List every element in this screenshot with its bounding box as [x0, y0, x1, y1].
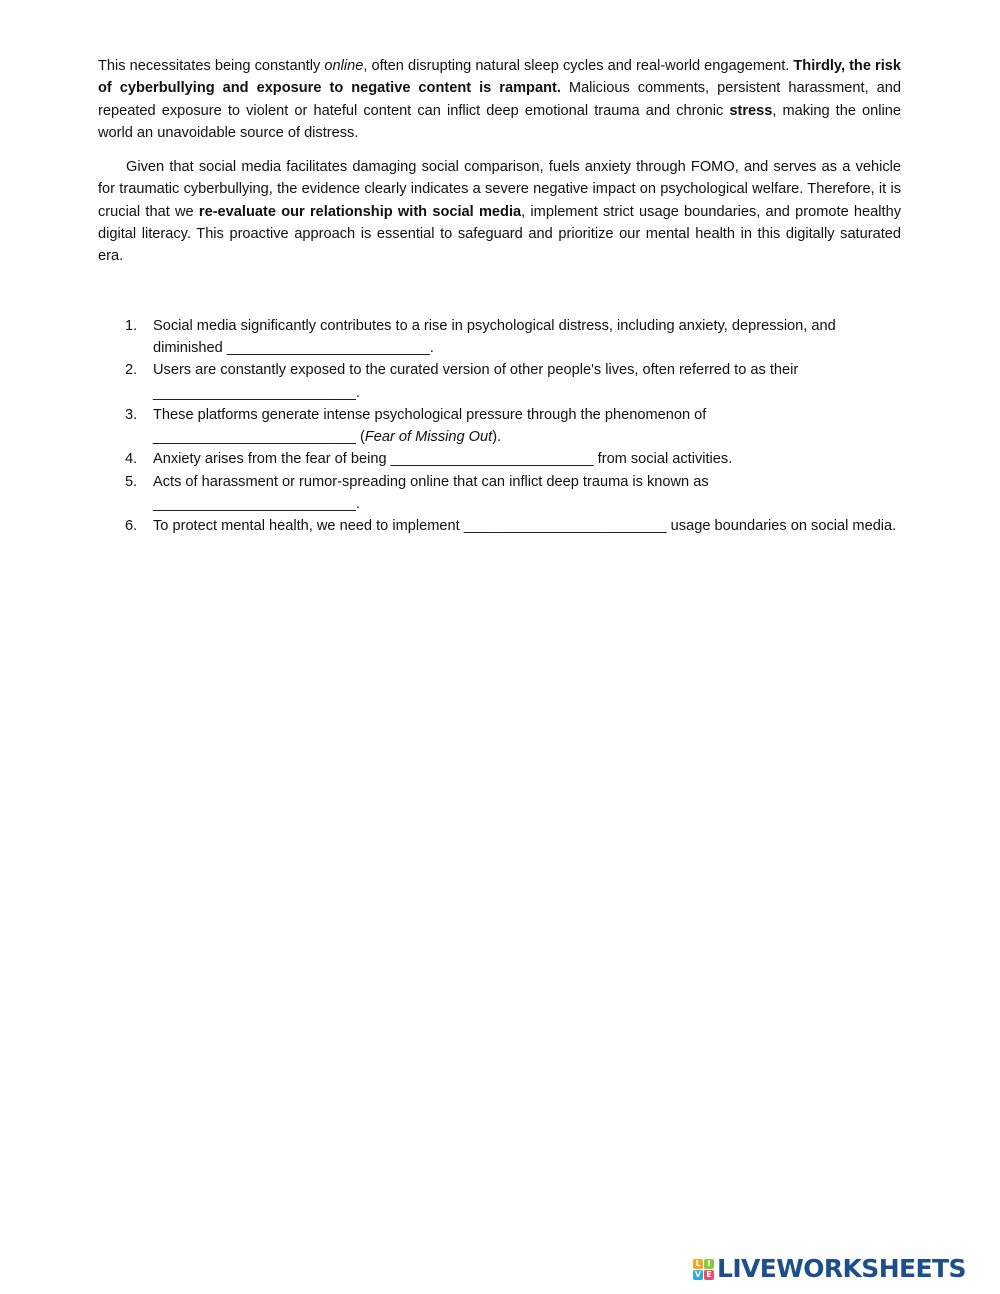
paragraph-continued: [98, 55, 901, 144]
answer-blank[interactable]: _________________________: [153, 384, 356, 401]
italic-text: online: [324, 58, 364, 74]
question-text-end: .: [355, 384, 360, 401]
liveworksheets-logo: [693, 1254, 966, 1284]
question-number: 3.: [125, 406, 138, 423]
answer-blank[interactable]: _________________________: [226, 339, 430, 356]
answer-blank[interactable]: _________________________: [153, 496, 356, 513]
question-item: [98, 471, 901, 516]
bold-text: stress: [729, 102, 773, 119]
paragraph-text: , making the online world an unavoidable source of distress.: [98, 102, 901, 141]
question-text: Social media significantly contributes to a rise in psychological distress, including anxiety, depression, and diminished: [153, 317, 836, 356]
question-item: [98, 515, 901, 537]
paragraph-conclusion: [98, 156, 901, 267]
question-text: Anxiety arises from the fear of being: [153, 451, 391, 468]
question-text-end: .: [429, 339, 434, 356]
italic-text: Fear of Missing Out: [364, 429, 493, 446]
logo-mark-tile: E: [704, 1270, 714, 1280]
question-text: Users are constantly exposed to the curated version of other people's lives, often referred to as their: [153, 362, 799, 379]
question-item: [98, 359, 901, 404]
question-text: These platforms generate intense psychological pressure through the phenomenon of: [153, 406, 707, 423]
bold-text: Thirdly, the risk of cyberbullying and exposure to negative content is rampant.: [98, 58, 901, 97]
logo-mark-tile: I: [704, 1259, 714, 1269]
paragraph-text: Malicious comments, persistent harassment, and repeated exposure to violent or hateful content can inflict deep emotional trauma and chronic: [98, 80, 901, 119]
answer-blank[interactable]: _________________________: [153, 429, 356, 446]
paragraph-text: Given that social media facilitates damaging social comparison, fuels anxiety through FOMO, and serves as a vehicle for traumatic cyberbullying, the evidence clearly indicates a severe negative impact on psychological welfare. Therefore, it is crucial that we: [98, 159, 901, 220]
question-list: [98, 315, 901, 538]
question-text-end: .: [355, 496, 360, 513]
logo-mark-tile: L: [693, 1259, 703, 1269]
bold-text: re-evaluate our relationship with social media: [198, 203, 522, 220]
logo-mark-tile: V: [694, 1269, 702, 1279]
question-text: Acts of harassment or rumor-spreading online that can inflict deep trauma is known as: [153, 473, 709, 490]
worksheet-page: [98, 55, 901, 538]
paragraph-text: , implement strict usage boundaries, and promote healthy digital literacy. This proactive approach is essential to safeguard and prioritize our mental health in this digitally saturated era.: [98, 203, 901, 265]
question-text-end: from social activities.: [593, 451, 733, 468]
question-number: 5.: [125, 473, 138, 490]
question-number: 6.: [125, 518, 138, 535]
logo-mark-icon: [693, 1259, 714, 1280]
question-text-end: usage boundaries on social media.: [666, 518, 897, 535]
question-item: [98, 404, 901, 449]
answer-blank[interactable]: _________________________: [463, 518, 667, 535]
question-item: [98, 315, 901, 360]
question-text-end: ).: [492, 429, 502, 446]
question-number: 2.: [125, 362, 138, 379]
paragraph-text: This necessitates being constantly: [98, 58, 325, 74]
logo-text: LIVEWORKSHEETS: [717, 1254, 966, 1283]
answer-blank[interactable]: _________________________: [390, 451, 594, 468]
question-number: 1.: [125, 317, 138, 334]
question-text-end: (: [355, 429, 365, 446]
question-text: To protect mental health, we need to implement: [153, 518, 464, 535]
question-number: 4.: [125, 451, 138, 468]
paragraph-text: , often disrupting natural sleep cycles and real-world engagement.: [363, 58, 794, 74]
question-item: [98, 448, 901, 470]
